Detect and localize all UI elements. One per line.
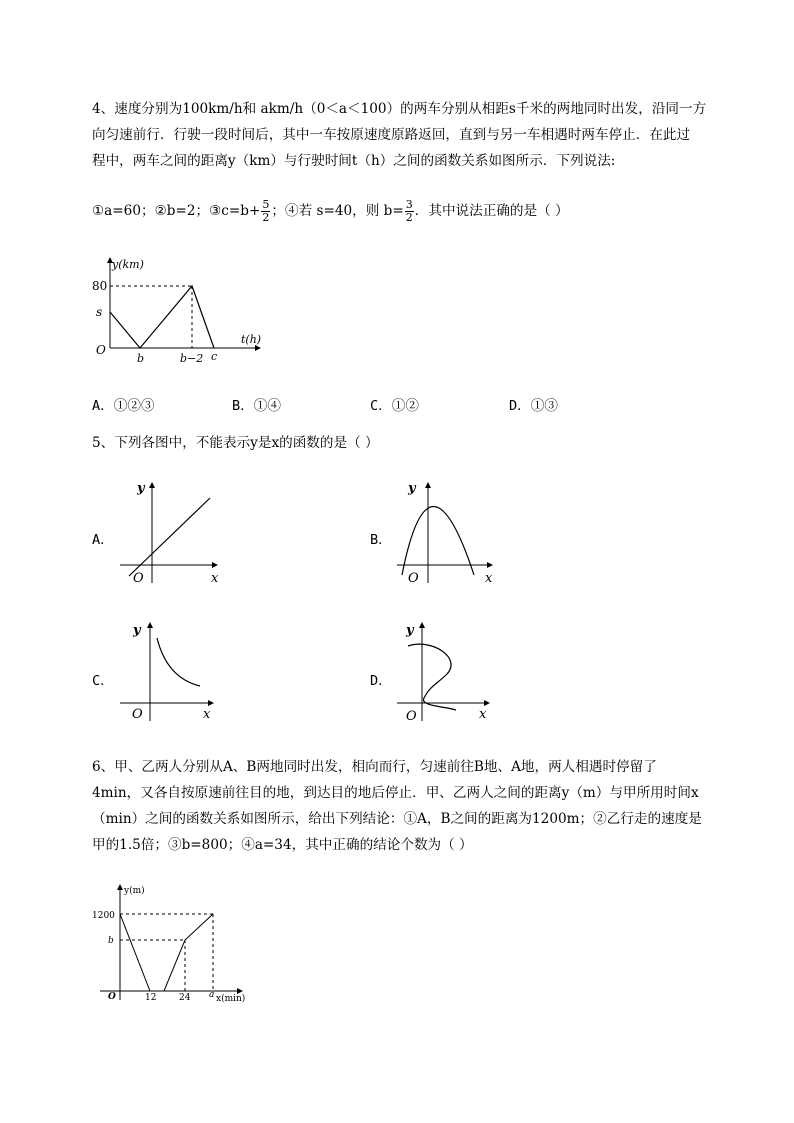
q6-graph-line: [120, 914, 213, 991]
non-function-curve: [408, 644, 456, 710]
q5-graph-a: [115, 478, 225, 588]
y-label: y: [133, 623, 141, 638]
frac-den: 2: [262, 211, 270, 224]
q6-y-axis-label: y(m): [124, 886, 145, 896]
q4-y-tick-s: s: [96, 305, 103, 319]
x-label: x: [203, 707, 211, 722]
q4-origin: O: [96, 343, 106, 357]
function-line: [129, 498, 210, 576]
q6-line-3: （min）之间的函数关系如图所示，给出下列结论：①A，B之间的距离为1200m；②乙行走的速度是: [92, 811, 702, 827]
y-label: y: [137, 481, 145, 496]
origin-label: O: [406, 709, 417, 724]
q4-option-a: A．①②③: [92, 398, 155, 414]
q5-question: 5、下列各图中，不能表示y是x的函数的是（ ）: [92, 435, 379, 451]
q4-statement-part1: ①a=60；②b=2；③c=b+: [92, 203, 261, 219]
q4-line-3: 程中，两车之间的距离y（km）与行驶时间t（h）之间的函数关系如图所示．下列说法:: [92, 153, 616, 169]
q5-graph-c: [115, 618, 225, 728]
q6-x-tick-a: a: [209, 990, 215, 1000]
q4-x-tick-b2: b−2: [180, 352, 204, 365]
q4-x-tick-b: b: [137, 352, 145, 365]
q4-x-axis-label: t(h): [241, 333, 262, 346]
q4-statements: [92, 196, 569, 226]
q5-option-c-label: C．: [92, 673, 114, 689]
q4-y-tick-80: 80: [92, 279, 108, 293]
q5-option-d-label: D．: [370, 673, 392, 689]
q6-distance-time-graph: [92, 880, 262, 1010]
q5-option-b-label: B．: [370, 532, 392, 548]
q4-fraction-3-2: [405, 199, 414, 224]
x-label: x: [479, 707, 487, 722]
q4-y-axis-label: y(km): [112, 258, 144, 271]
q4-x-tick-c: c: [211, 350, 218, 363]
origin-label: O: [408, 571, 419, 586]
q4-option-c: C．①②: [370, 398, 419, 414]
q4-statement-part2: ；④若 s=40，则 b=: [271, 203, 404, 219]
frac-den: 2: [405, 211, 413, 224]
q6-line-4: 甲的1.5倍；③b=800；④a=34，其中正确的结论个数为（ ）: [92, 837, 473, 853]
q4-fraction-5-2: [261, 199, 270, 224]
q6-line-2: 4min，又各自按原速前往目的地，到达目的地后停止．甲、乙两人之间的距离y（m）与甲所用时间x: [92, 785, 699, 801]
q4-option-d: D．①③: [509, 398, 558, 414]
origin-label: O: [133, 571, 144, 586]
q4-distance-time-graph: [90, 250, 280, 370]
hyperbola-curve: [157, 638, 200, 686]
q6-y-tick-b: b: [108, 936, 114, 946]
q6-x-tick-24: 24: [179, 993, 191, 1003]
q5-graph-d: [392, 618, 512, 728]
frac-num: 5: [262, 198, 270, 211]
q6-x-axis-label: x(min): [216, 994, 246, 1004]
origin-label: O: [132, 707, 143, 722]
frac-num: 3: [405, 198, 413, 211]
y-label: y: [408, 481, 416, 496]
q6-origin: O: [108, 992, 116, 1002]
y-label: y: [406, 623, 414, 638]
q4-statement-part3: ．其中说法正确的是（ ）: [414, 203, 569, 219]
q5-graph-b: [392, 478, 512, 588]
x-label: x: [485, 571, 493, 586]
q5-option-a-label: A．: [92, 532, 114, 548]
q4-line-2: 向匀速前行．行驶一段时间后，其中一车按原速度原路返回，直到与另一车相遇时两车停止．在此过: [92, 127, 691, 143]
q4-graph-line: [110, 286, 214, 348]
q4-option-b: B．①④: [232, 398, 281, 414]
q6-x-tick-12: 12: [145, 993, 157, 1003]
x-label: x: [211, 571, 219, 586]
q6-y-tick-1200: 1200: [92, 911, 115, 921]
q4-line-1: 4、速度分别为100km/h和 akm/h（0＜a＜100）的两车分别从相距s千米的两地同时出发，沿同一方: [92, 101, 707, 117]
q6-line-1: 6、甲、乙两人分别从A、B两地同时出发，相向而行，匀速前往B地、A地，两人相遇时停留了: [92, 759, 657, 775]
